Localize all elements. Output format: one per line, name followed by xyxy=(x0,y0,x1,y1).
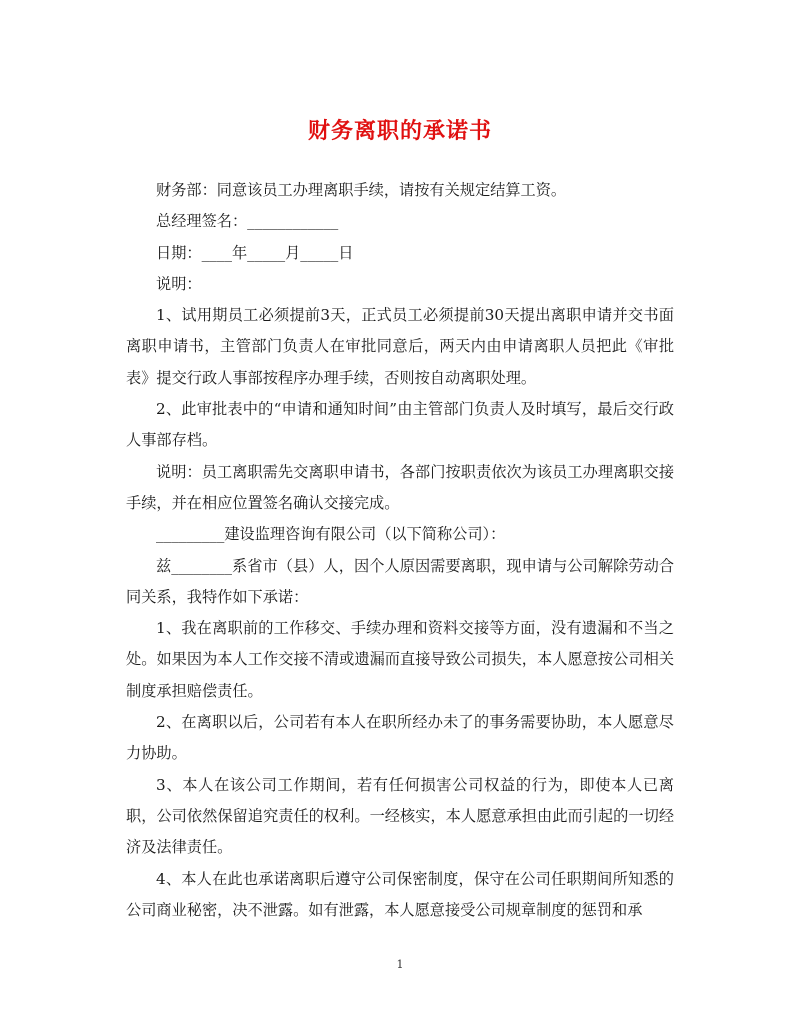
paragraph-declaration: 兹________系省市（县）人，因个人原因需要离职，现申请与公司解除劳动合同关系，我特作如下承诺： xyxy=(126,556,674,606)
paragraph-promise-4: 4、本人在此也承诺离职后遵守公司保密制度，保守在公司任职期间所知悉的公司商业秘密，决不泄露。如有泄露，本人愿意接受公司规章制度的惩罚和承 xyxy=(126,869,674,919)
paragraph-addressee: _________建设监理咨询有限公司（以下简称公司）： xyxy=(156,525,506,544)
paragraph-note-handover: 说明：员工离职需先交离职申请书，各部门按职责依次为该员工办理离职交接手续，并在相应位置签名确认交接完成。 xyxy=(126,462,674,512)
paragraph-notes-heading: 说明： xyxy=(156,274,202,293)
paragraph-manager-signature: 总经理签名：____________ xyxy=(156,212,339,231)
paragraph-note-2: 2、此审批表中的“申请和通知时间”由主管部门负责人及时填写，最后交行政人事部存档。 xyxy=(126,400,674,450)
paragraph-date: 日期：____年_____月_____日 xyxy=(156,243,354,262)
paragraph-promise-3: 3、本人在该公司工作期间，若有任何损害公司权益的行为，即使本人已离职，公司依然保留追究责任的权利。一经核实，本人愿意承担由此而引起的一切经济及法律责任。 xyxy=(126,775,674,857)
paragraph-note-1: 1、试用期员工必须提前3天，正式员工必须提前30天提出离职申请并交书面离职申请书，主管部门负责人在审批同意后，两天内由申请离职人员把此《审批表》提交行政人事部按程序办理手续，否则按自动离职处理。 xyxy=(126,306,674,387)
paragraph-promise-1: 1、我在离职前的工作移交、手续办理和资料交接等方面，没有遗漏和不当之处。如果因为本人工作交接不清或遗漏而直接导致公司损失，本人愿意按公司相关制度承担赔偿责任。 xyxy=(126,619,674,700)
paragraph-promise-2: 2、在离职以后，公司若有本人在职所经办未了的事务需要协助，本人愿意尽力协助。 xyxy=(126,713,674,763)
paragraph-finance-approval: 财务部：同意该员工办理离职手续，请按有关规定结算工资。 xyxy=(156,181,567,199)
page-number: 1 xyxy=(396,958,404,971)
document-title: 财务离职的承诺书 xyxy=(307,118,492,144)
document-body xyxy=(126,175,674,926)
